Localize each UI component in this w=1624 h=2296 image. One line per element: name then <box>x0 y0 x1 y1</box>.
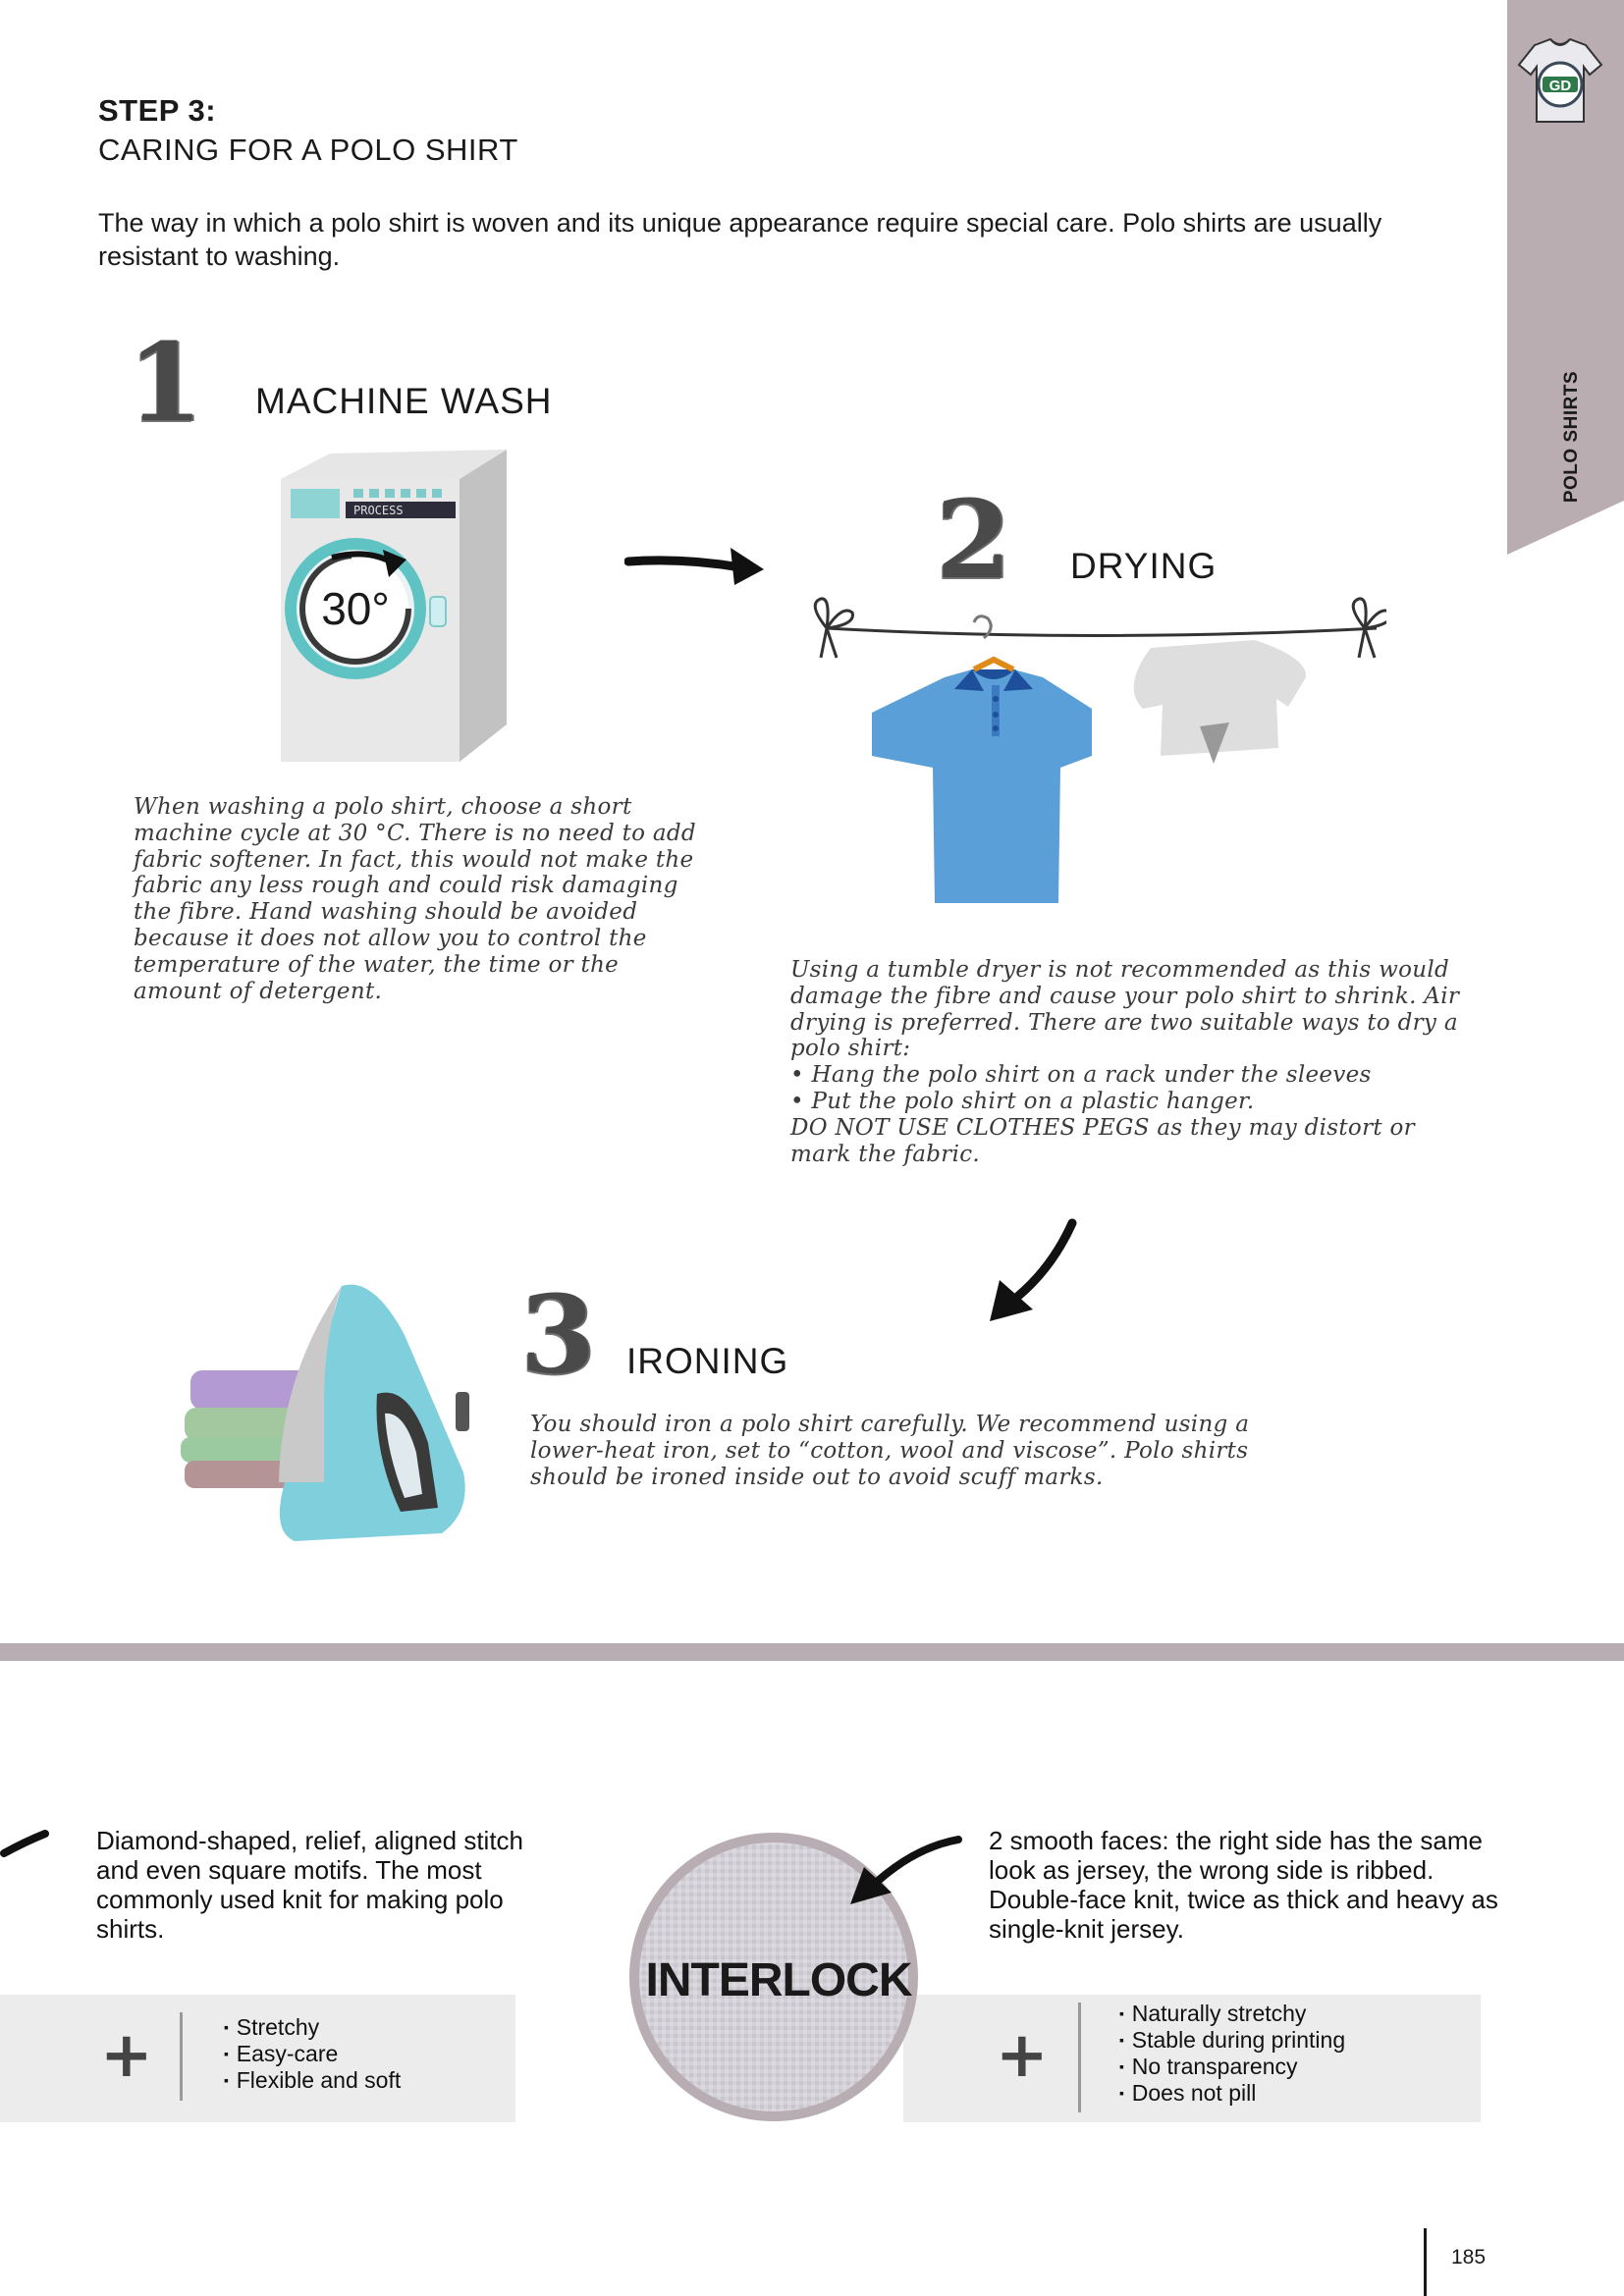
step-heading-ironing: IRONING <box>626 1341 789 1381</box>
step-title: STEP 3: <box>98 93 217 128</box>
interlock-label: INTERLOCK <box>645 1954 912 2006</box>
plus-icon: + <box>100 2019 153 2092</box>
side-tab-label: POLO SHIRTS <box>1561 370 1583 504</box>
pros-divider <box>180 2012 183 2101</box>
list-item: ▪ No transparency <box>1119 2054 1345 2080</box>
list-item: ▪ Easy-care <box>224 2041 401 2067</box>
plus-icon: + <box>996 2019 1049 2092</box>
drying-text: Using a tumble dryer is not recommended as this would damage the fibre and cause your polo shirt to shrink. Air drying is preferred. There are two suitable ways to dry a polo shirt: <box>790 957 1460 1062</box>
page-number: 185 <box>1451 2246 1487 2269</box>
list-item: ▪ Stable during printing <box>1119 2027 1345 2054</box>
intro-paragraph: The way in which a polo shirt is woven and its unique appearance require special care. Polo shirts are usually resistant to washing. <box>98 208 1382 271</box>
drying-bullet-2: • Put the polo shirt on a plastic hanger. <box>790 1088 1255 1114</box>
drying-warning: DO NOT USE CLOTHES PEGS as they may distort or mark the fabric. <box>790 1114 1415 1167</box>
ironing-text: You should iron a polo shirt carefully. We recommend using a lower-heat iron, set to “cotton, wool and viscose”. Polo shirts should be ironed inside out to avoid scuff marks. <box>530 1412 1250 1490</box>
step-heading-drying: DRYING <box>1070 546 1218 586</box>
fabric-left-pros-list <box>224 2014 401 2094</box>
list-item: ▪ Does not pill <box>1119 2080 1345 2107</box>
polo-on-clothesline-icon <box>797 589 1386 913</box>
step-number-1: 1 <box>128 319 199 446</box>
fabric-left-description: Diamond-shaped, relief, aligned stitch and even square motifs. The most commonly used knit for making polo shirts. <box>96 1826 524 1944</box>
pros-divider <box>1078 2002 1081 2112</box>
arrow-right-icon <box>624 540 767 589</box>
page-number-rule <box>1424 2228 1427 2296</box>
polo-shirt-logo-icon <box>1515 35 1605 130</box>
interlock-pros-list <box>1119 2001 1345 2107</box>
section-divider <box>0 1643 1624 1661</box>
machine-display-text: PROCESS <box>353 504 404 517</box>
machine-wash-text: When washing a polo shirt, choose a short machine cycle at 30 °C. There is no need to add fabric softener. In fact, this would not make the fabric any less rough and could risk damaging the fibre. Hand washing should be avoided because it does not allow you to control the temperature of the water, the time or the amount of detergent. <box>134 794 696 1004</box>
list-item: ▪ Naturally stretchy <box>1119 2001 1345 2027</box>
svg-text:GD: GD <box>1548 78 1572 94</box>
step-heading-machine-wash: MACHINE WASH <box>255 381 553 421</box>
page-subtitle: CARING FOR A POLO SHIRT <box>98 133 518 167</box>
arrow-down-left-icon <box>982 1217 1080 1325</box>
list-item: ▪ Flexible and soft <box>224 2067 401 2094</box>
wash-temperature: 30° <box>321 583 390 634</box>
interlock-description: 2 smooth faces: the right side has the same look as jersey, the wrong side is ribbed. Double-face knit, twice as thick and heavy as single-knit jersey. <box>989 1826 1498 1944</box>
arrow-left-partial-icon <box>0 1828 49 1867</box>
arrow-down-left-icon <box>846 1832 964 1910</box>
step-number-2: 2 <box>936 476 1007 603</box>
drying-text-block <box>790 957 1478 1167</box>
drying-bullet-1: • Hang the polo shirt on a rack under the sleeves <box>790 1062 1372 1089</box>
washing-machine-icon <box>273 450 509 762</box>
iron-on-folded-towels-icon <box>177 1276 476 1556</box>
list-item: ▪ Stretchy <box>224 2014 401 2041</box>
step-number-3: 3 <box>520 1271 592 1398</box>
